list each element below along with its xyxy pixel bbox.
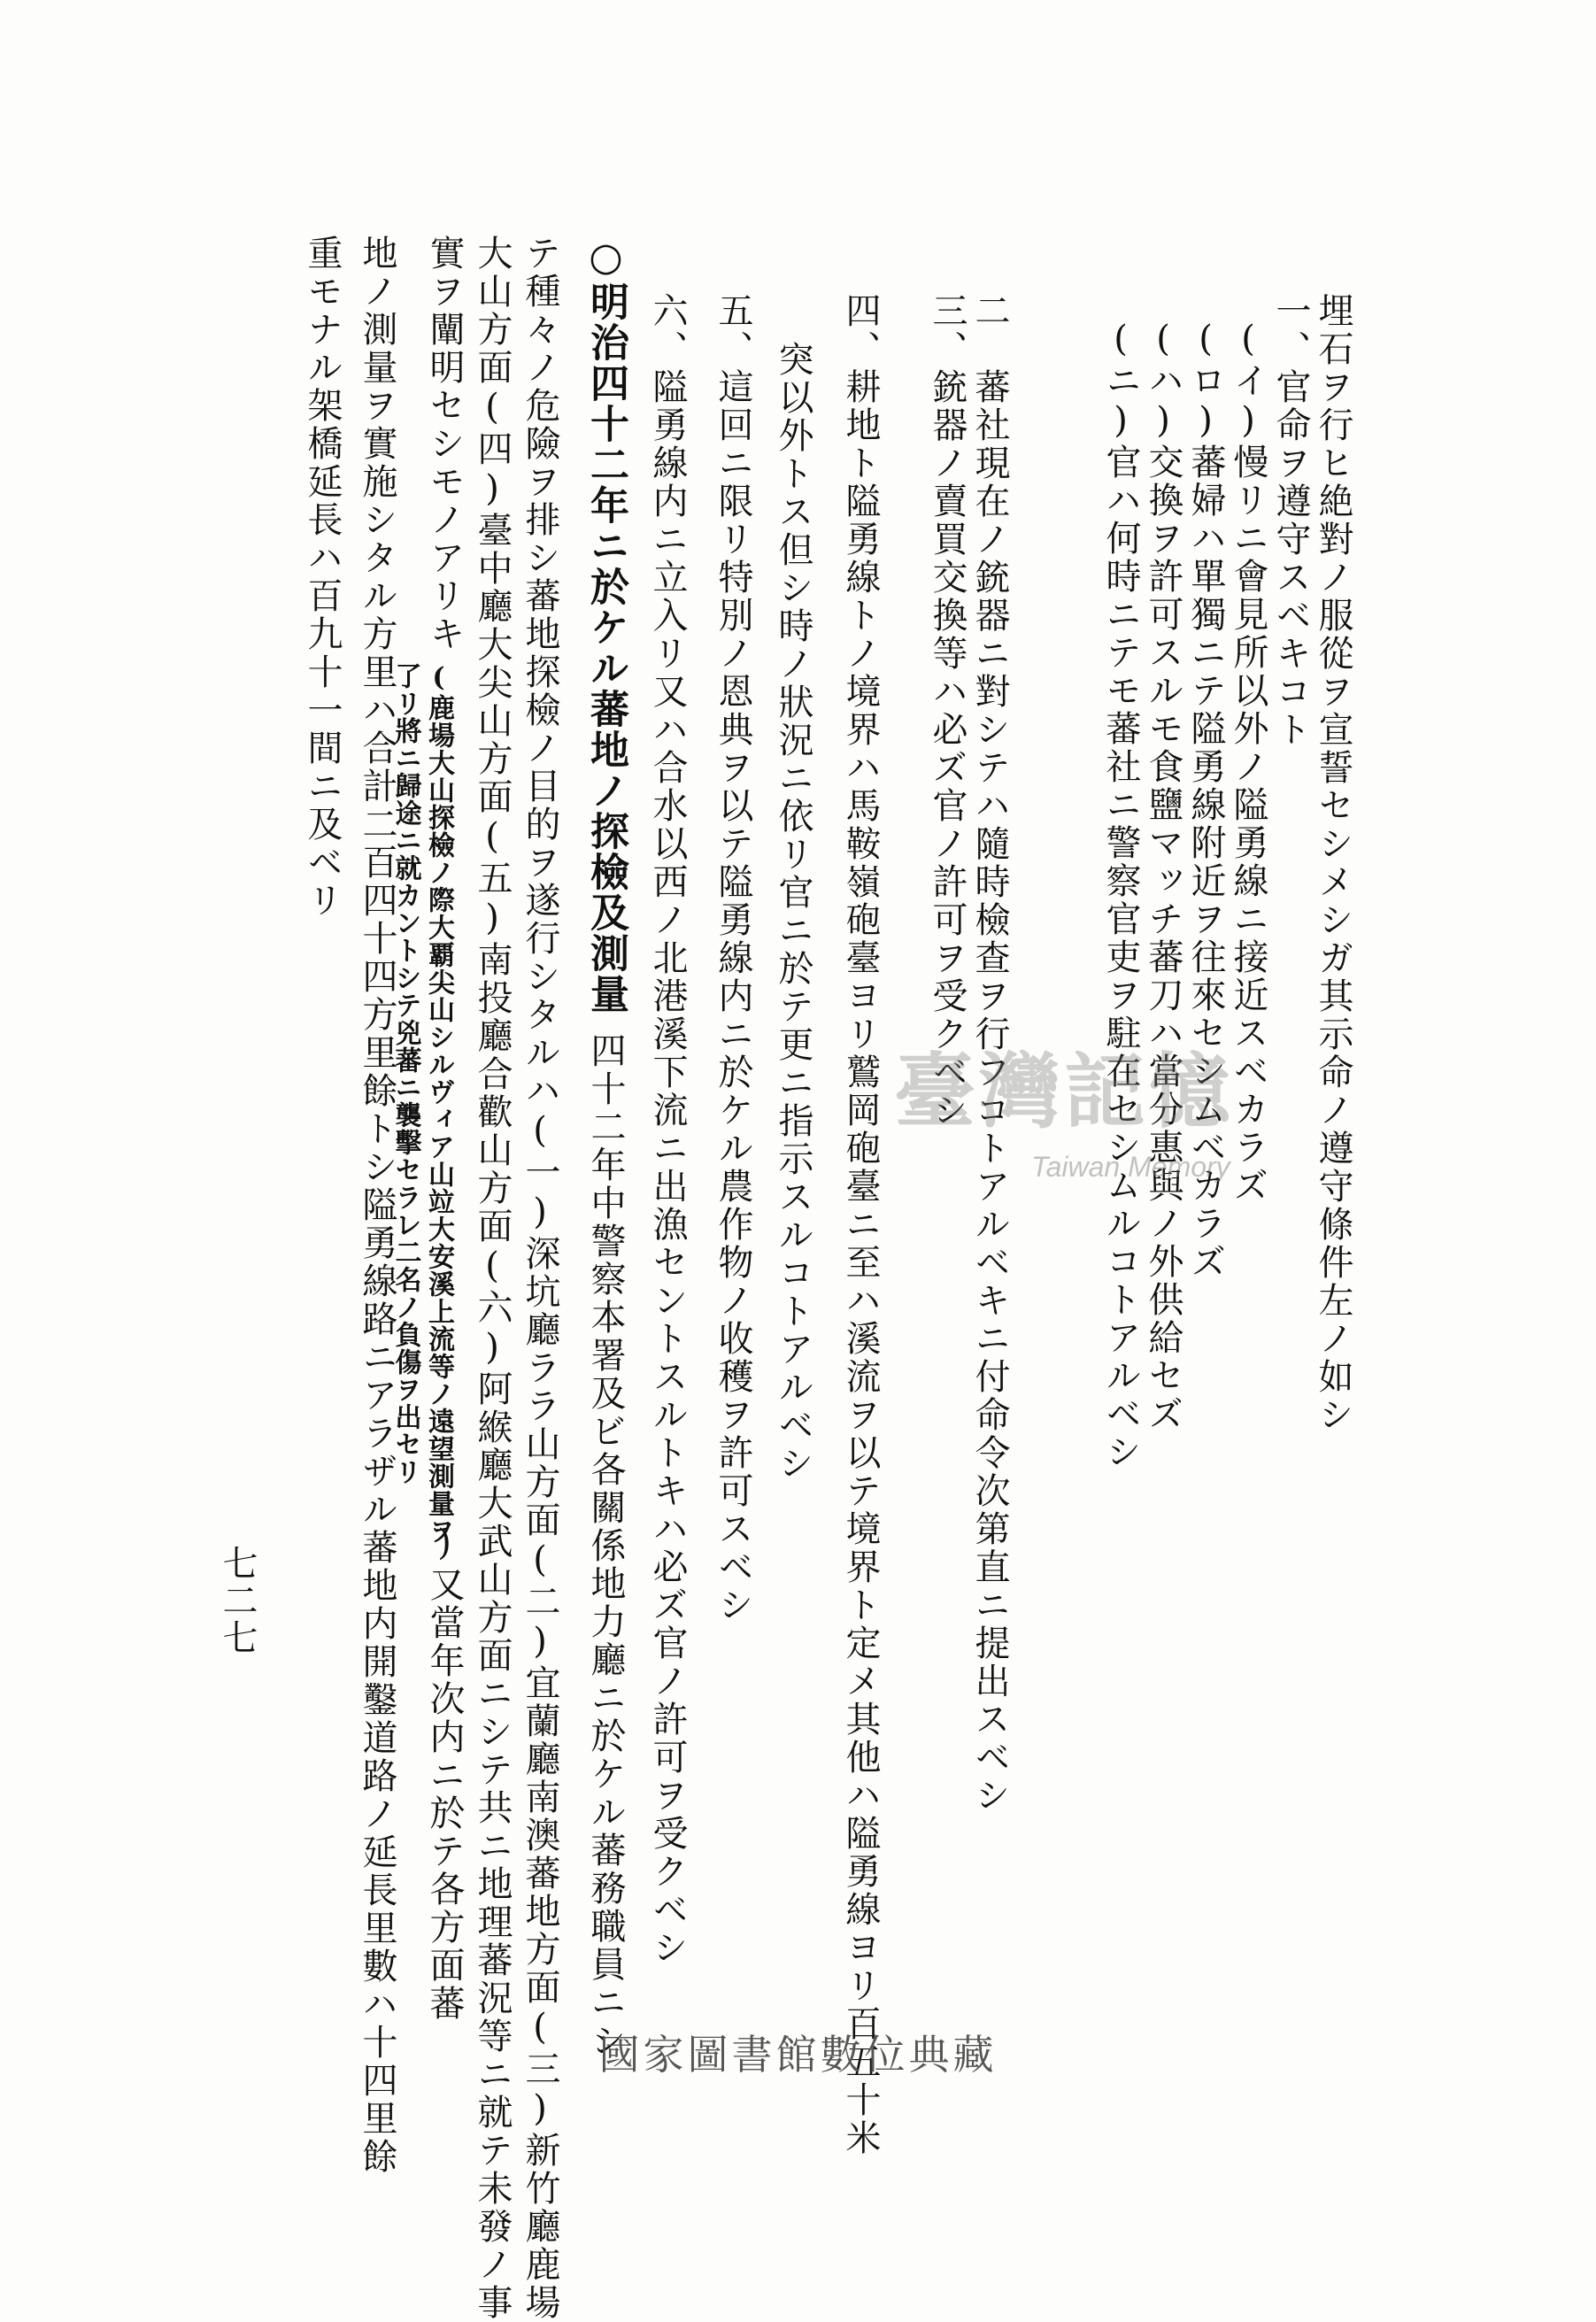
- text-column-11: 五、這回ニ限リ特別ノ恩典ヲ以テ隘勇線内ニ於ケル農作物ノ收穫ヲ許可スベシ: [713, 292, 753, 1624]
- note-line-2: 了リ將ニ歸途ニ就カントシテ兇蕃ニ襲擊セラレ二名ノ負傷ヲ出セリ: [389, 662, 421, 1485]
- text-column-2: 一、官命ヲ遵守スベキコト: [1270, 292, 1311, 749]
- text-column-3: (イ)慢リニ會見所以外ノ隘勇線ニ接近スベカラズ: [1228, 319, 1268, 1205]
- section-heading-continuation: 四十二年中警察本署及ビ各關係地力廳ニ於ケル蕃務職員ニシ: [585, 1032, 626, 2060]
- watermark-logo-subtitle: Taiwan Memory: [1031, 1151, 1230, 1183]
- section-body-column-1: テ種々ノ危險ヲ排シ蕃地探檢ノ目的ヲ遂行シタルハ(一)深坑廳ララ山方面(二)宜蘭廳南澳蕃地方面(三)新竹廳鹿場: [520, 235, 560, 2322]
- page-number: 七二七: [217, 1545, 258, 1656]
- text-column-4: (ロ)蕃婦ハ單獨ニテ隘勇線附近ヲ往來セシムベカラズ: [1185, 319, 1226, 1281]
- text-column-1: 埋石ヲ行ヒ絶對ノ服從ヲ宣誓セシメシガ其示命ノ遵守條件左ノ如シ: [1313, 292, 1353, 1434]
- section-body-column-3a: 實ヲ闡明セシモノアリキ: [424, 235, 465, 653]
- text-column-9: 四、耕地ト隘勇線トノ境界ハ馬鞍嶺砲臺ヨリ鷲岡砲臺ニ至ハ溪流ヲ以テ境界ト定メ其他ハ隘勇線ヨリ百五十米: [840, 292, 881, 2157]
- text-column-5: (ハ)交換ヲ許可スルモ食鹽マッチ蕃刀ハ當分惠與ノ外供給セズ: [1143, 319, 1184, 1433]
- text-column-8: 三、銃器ノ賣買交換等ハ必ズ官ノ許可ヲ受クベシ: [927, 292, 968, 1130]
- text-column-7: 二 蕃社現在ノ銃器ニ對シテハ隨時檢查ヲ行フコトアルベキニ付命令次第直ニ提出スベシ: [969, 292, 1010, 1815]
- section-body-column-3b: )又當年次内ニ於テ各方面蕃: [424, 1523, 465, 2023]
- library-footer: 國家圖書館數位典藏: [598, 2031, 998, 2079]
- section-body-column-5: 重モナル架橋延長ハ百九十一間ニ及ベリ: [302, 235, 343, 920]
- section-heading: ○明治四十二年ニ於ケル蕃地ノ探檢及測量: [583, 235, 628, 1014]
- text-column-10: 突以外トス但シ時ノ狀況ニ依リ官ニ於テ更ニ指示スルコトアルベシ: [773, 341, 813, 1483]
- text-column-6: (ニ)官ハ何時ニテモ蕃社ニ警察官吏ヲ駐在セシムルコトアルベシ: [1100, 319, 1141, 1471]
- watermark-logo: 臺灣記憶: [894, 1044, 1235, 1139]
- text-column-12: 六、隘勇線内ニ立入リ又ハ合水以西ノ北港溪下流ニ出漁セントスルトキハ必ズ官ノ許可ヲ受クベシ: [647, 292, 688, 1967]
- section-body-column-2: 大山方面(四)臺中廳大尖山方面(五)南投廳合歡山方面(六)阿緱廳大武山方面ニシテ共ニ地理蕃況等ニ就テ未發ノ事: [472, 235, 513, 2322]
- section-heading-column: [577, 235, 628, 2060]
- note-line-1: (鹿場大山探檢ノ際大覇尖山シルヴィア山竝大安溪上流等ノ遠望測量ヲ: [423, 662, 454, 1545]
- section-body-column-4: 地ノ測量ヲ實施シタル方里ハ合計二百四十四方里餘トシ隘勇線路ニアラザル蕃地内開鑿道路ノ延長里數ハ十四里餘: [357, 235, 397, 2176]
